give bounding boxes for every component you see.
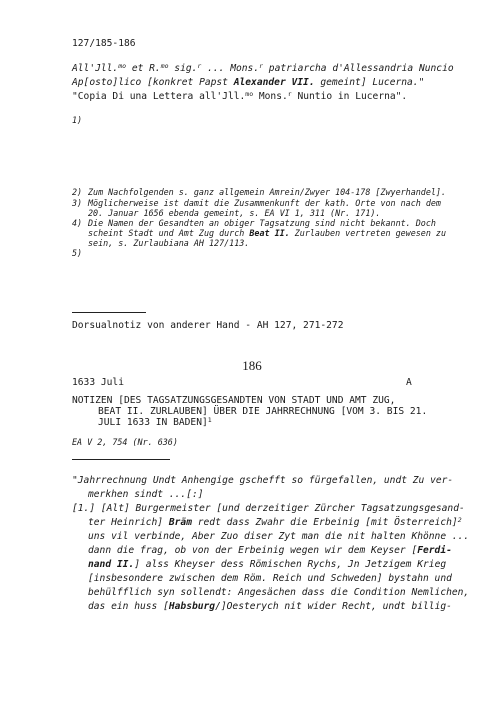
footnote-4-cont: scheint Stadt und Amt Zug durch Beat II. Zurlauben vertreten gewesen zu [88, 228, 447, 238]
document-date: 1633 Juli [72, 377, 124, 388]
body-line-3: [1.] [Alt] Burgermeister [und derzeitiger Zürcher Tagsatzungsgesand- [72, 503, 465, 514]
body-line-1: "Jahrrechnung Undt Anhengige gschefft so fürgefallen, undt Zu ver- [72, 475, 454, 486]
dorsal-note: Dorsualnotiz von anderer Hand - AH 127, 271-272 [72, 320, 344, 331]
footnote-3-cont: 20. Januar 1656 ebenda gemeint, s. EA VI 1, 311 (Nr. 171). [88, 208, 381, 218]
edition-reference: EA V 2, 754 (Nr. 636) [72, 437, 178, 447]
separator-rule [72, 312, 146, 313]
footnote-2: 2) Zum Nachfolgenden s. ganz allgemein Amrein/Zwyer 104-178 [Zwyerhandel]. [72, 187, 446, 197]
footnote-4: 4) Die Namen der Gesandten an obiger Tagsatzung sind nicht bekannt. Doch [72, 218, 436, 228]
document-title-line-3: JULI 1633 IN BADEN]$^1$ [98, 416, 212, 428]
copy-line: "Copia Di una Lettera all'Jll.$^{mo}$ Mons.$^r$ Nuntio in Lucerna". [72, 90, 408, 102]
document-reference: 127/185-186 [72, 38, 136, 49]
body-line-10: das ein huss [Habsburg/]Oesterych nit wider Recht, undt billig- [88, 601, 452, 612]
body-line-5: uns vil verbinde, Aber Zuo diser Zyt man die nit halten Khönne ... [88, 531, 470, 542]
body-line-6: dann die frag, ob von der Erbeinig wegen wir dem Keyser [Ferdi- [88, 545, 452, 556]
document-title-line-1: NOTIZEN [DES TAGSATZUNGSGESANDTEN VON STADT UND AMT ZUG, [72, 395, 396, 406]
footnote-4-cont-2: sein, s. Zurlaubiana AH 127/113. [88, 238, 250, 248]
body-line-7: nand II.] alss Kheyser dess Römischen Rychs, Jn Jetzigem Krieg [88, 559, 447, 570]
address-line-1: All'Jll.$^{mo}$ et R.$^{mo}$ sig.$^r$ ... Mons.$^r$ patriarcha d'Allessandria Nuncio [72, 62, 454, 74]
document-title-line-2: BEAT II. ZURLAUBEN] ÜBER DIE JAHRRECHNUNG [VOM 3. BIS 21. [98, 406, 428, 417]
separator-rule-2 [72, 459, 170, 460]
footnote-5: 5) [72, 248, 83, 258]
document-type: A [406, 377, 412, 388]
document-number: 186 [242, 358, 262, 373]
body-line-8: [insbesondere zwischen dem Röm. Reich und Schweden] bystahn und [88, 573, 452, 584]
footnote-1: 1) [72, 115, 83, 125]
body-line-9: behülfflich syn sollendt: Angesächen dass die Condition Nemlichen, [88, 587, 470, 598]
body-line-2: merkhen sindt ...[:] [88, 489, 204, 500]
address-line-2: Ap[osto]lico [konkret Papst Alexander VII. gemeint] Lucerna." [72, 77, 425, 88]
body-line-4: ter Heinrich] Bräm redt dass Zwahr die Erbeinig [mit Österreich]$^2$ [88, 516, 462, 528]
footnote-3: 3) Möglicherweise ist damit die Zusammenkunft der kath. Orte von nach dem [72, 198, 441, 208]
